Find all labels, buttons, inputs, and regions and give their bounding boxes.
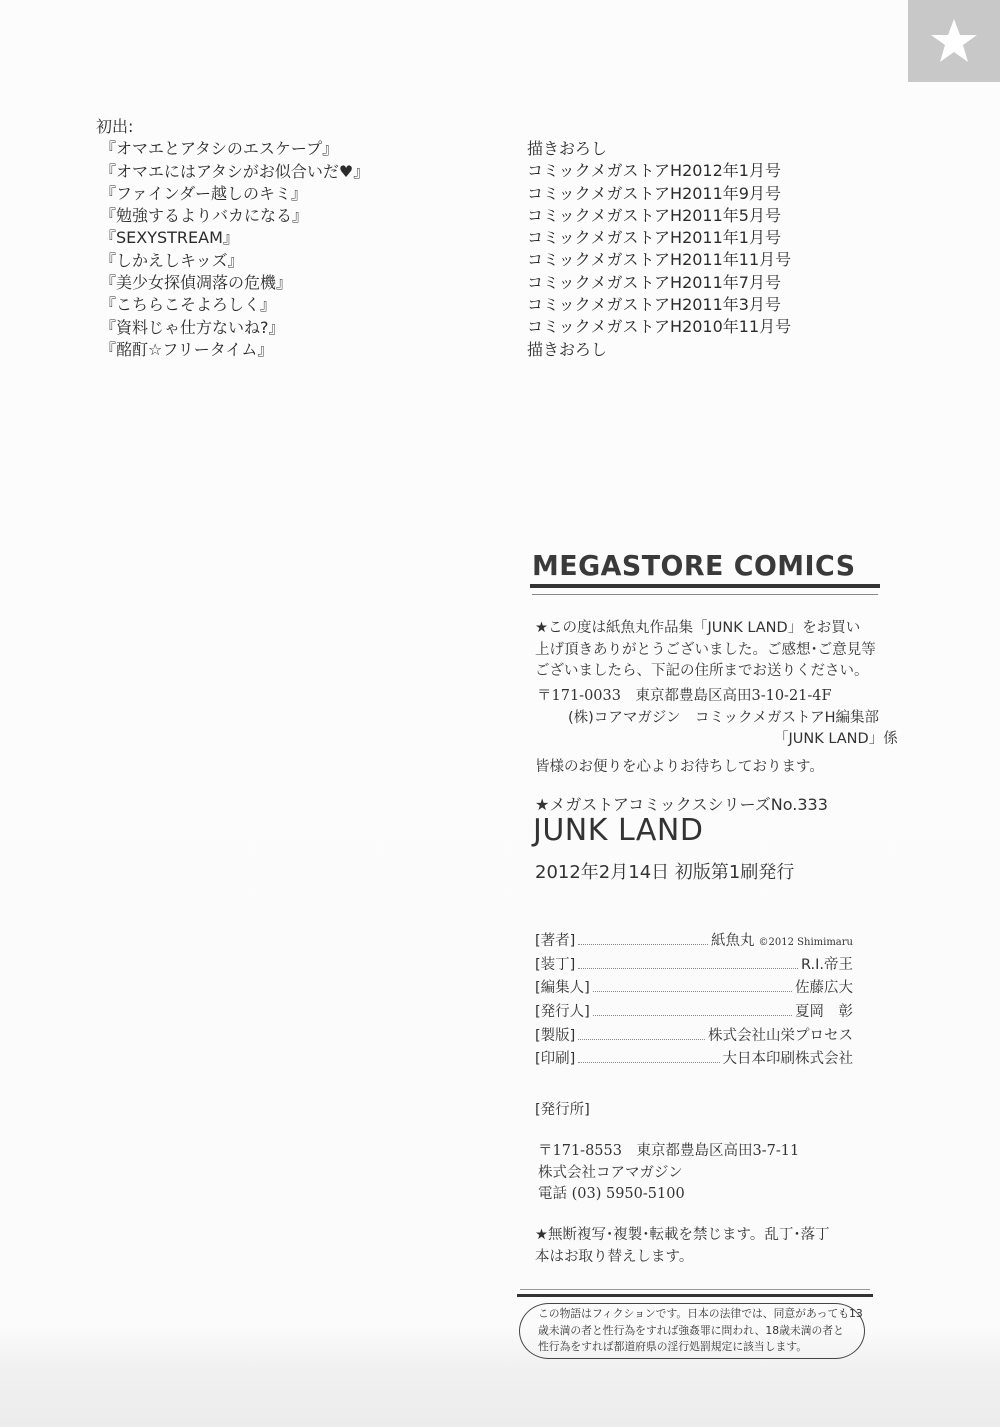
dot-leader <box>578 1062 719 1063</box>
credit-label: [編集人] <box>535 980 590 997</box>
publisher-address: 〒171-8553 東京都豊島区高田3-7-11 <box>538 1143 800 1159</box>
credit-row-author <box>535 929 853 953</box>
credit-row-plate <box>535 1024 853 1048</box>
waiting-message: 皆様のお便りを心よりお待ちしております。 <box>535 759 824 775</box>
credit-value: 紙魚丸 <box>711 933 755 949</box>
work-source: コミックメガストアH2011年1月号 <box>527 228 781 248</box>
thanks-message <box>535 618 876 683</box>
credit-label: [印刷] <box>535 1051 576 1068</box>
work-source: コミックメガストアH2011年3月号 <box>527 295 781 315</box>
first-appearance-heading: 初出: <box>96 117 134 136</box>
publication-date: 2012年2月14日 初版第1刷発行 <box>535 862 795 883</box>
publisher-company: 株式会社コアマガジン <box>538 1164 683 1181</box>
mail-address-line3: 「JUNK LAND」係 <box>774 731 898 747</box>
work-title: 『ファインダー越しのキミ』 <box>100 183 308 203</box>
mail-address-line2: (株)コアマガジン コミックメガストアH編集部 <box>568 710 879 726</box>
corner-star-tab <box>908 0 1000 82</box>
work-source: コミックメガストアH2012年1月号 <box>527 161 781 181</box>
work-title: 『美少女探偵凋落の危機』 <box>100 273 293 293</box>
publisher-label: [発行所] <box>535 1102 590 1118</box>
book-title: JUNK LAND <box>533 813 704 848</box>
work-source: コミックメガストアH2011年9月号 <box>527 183 781 203</box>
first-appearance-sources <box>527 138 791 361</box>
credit-row-publisher-person <box>535 1000 853 1024</box>
work-title: 『しかえしキッズ』 <box>100 250 244 270</box>
work-source: 描きおろし <box>527 339 608 359</box>
mail-address-line1: 〒171-0033 東京都豊島区高田3-10-21-4F <box>537 688 832 704</box>
work-source: コミックメガストアH2011年7月号 <box>527 272 781 292</box>
publisher-address-block <box>538 1141 799 1206</box>
work-source: 描きおろし <box>527 139 608 158</box>
star-icon <box>929 16 979 66</box>
credit-label: [装丁] <box>535 956 576 973</box>
series-number: ★メガストアコミックスシリーズNo.333 <box>535 795 828 814</box>
thanks-line: 上げ頂きありがとうございました。ご感想･ご意見等 <box>535 641 876 658</box>
work-title: 『SEXYSTREAM』 <box>100 228 239 248</box>
credit-row-printing <box>535 1047 853 1071</box>
brand-logo: MEGASTORE COMICS <box>532 549 856 582</box>
work-title: 『勉強するよりバカになる』 <box>100 206 309 226</box>
thanks-line: ★この度は紙魚丸作品集「JUNK LAND」をお買い <box>535 620 861 636</box>
notice-line: 本はお取り替えします。 <box>535 1248 694 1265</box>
publisher-phone: 電話 (03) 5950-5100 <box>538 1186 685 1202</box>
copyright-notice-block <box>535 1225 830 1268</box>
credit-label: [著者] <box>535 933 576 949</box>
credit-value: 夏岡 彰 <box>795 1004 853 1021</box>
dot-leader <box>593 991 792 992</box>
disclaimer-line: 性行為をすれば都道府県の淫行処罰規定に該当します。 <box>538 1340 808 1353</box>
disclaimer-line: 歳未満の者と性行為をすれば強姦罪に問われ、18歳未満の者と <box>538 1323 844 1337</box>
credit-label: [製版] <box>535 1027 576 1044</box>
work-title: 『オマエとアタシのエスケープ』 <box>100 139 339 159</box>
work-title: 『オマエにはアタシがお似合いだ♥』 <box>100 161 370 181</box>
copyright-notice: ©2012 Shimimaru <box>758 937 853 948</box>
credit-row-design <box>535 953 853 977</box>
fiction-disclaimer <box>519 1303 865 1359</box>
credit-value: 株式会社山栄プロセス <box>708 1027 853 1044</box>
divider-thick <box>530 584 880 588</box>
divider-thin <box>520 1289 870 1290</box>
credit-label: [発行人] <box>535 1004 590 1021</box>
credit-value: 大日本印刷株式会社 <box>722 1051 853 1068</box>
credit-value: 佐藤広大 <box>795 980 853 997</box>
work-title: 『資料じゃ仕方ないね?』 <box>100 317 285 337</box>
first-appearance-titles <box>96 116 369 361</box>
work-title: 『酩酊☆フリータイム』 <box>100 339 274 359</box>
work-title: 『こちらこそよろしく』 <box>100 295 277 315</box>
dot-leader <box>593 1015 792 1016</box>
work-source: コミックメガストアH2011年5月号 <box>527 205 781 225</box>
credit-value: R.I.帝王 <box>800 956 853 973</box>
credits-list <box>535 929 853 1071</box>
disclaimer-line: この物語はフィクションです。日本の法律では、同意があっても13 <box>538 1307 863 1320</box>
work-source: コミックメガストアH2011年11月号 <box>527 250 792 270</box>
divider-thin <box>532 594 878 595</box>
dot-leader <box>578 1039 705 1040</box>
thanks-line: ございましたら、下記の住所までお送りください。 <box>535 663 869 679</box>
dot-leader <box>578 968 798 969</box>
credit-row-editor <box>535 976 853 1000</box>
work-source: コミックメガストアH2010年11月号 <box>527 317 792 337</box>
notice-line: ★無断複写･複製･転載を禁じます。乱丁･落丁 <box>535 1227 830 1243</box>
dot-leader <box>578 944 708 945</box>
divider-thick <box>517 1294 873 1297</box>
